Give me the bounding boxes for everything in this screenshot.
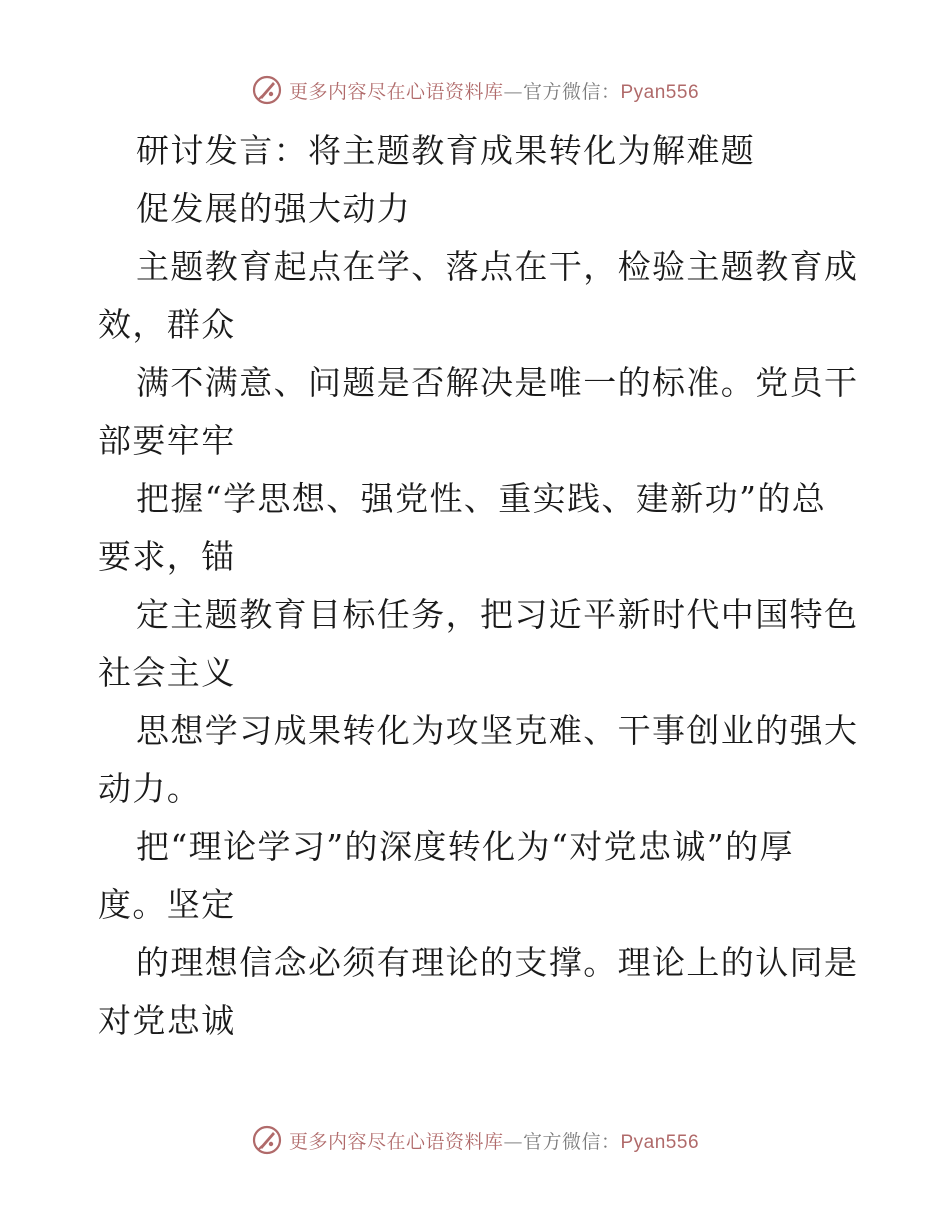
footer-wechat-label: 官方微信：	[522, 1130, 621, 1153]
doc-line-16: 对党忠诚	[98, 1001, 236, 1040]
quill-logo-icon	[251, 74, 283, 106]
footer-handle: Pyan556	[620, 1131, 700, 1153]
doc-line-5: 满不满意、问题是否解决是唯一的标准。党员干	[136, 363, 859, 402]
footer-separator: —	[503, 1130, 523, 1153]
doc-line-13: 把“理论学习”的深度转化为“对党忠诚”的厚	[136, 827, 794, 866]
doc-line-14: 度。坚定	[98, 885, 236, 924]
doc-line-2: 促发展的强大动力	[136, 189, 412, 228]
document-body	[98, 122, 858, 1050]
doc-line-15: 的理想信念必须有理论的支撑。理论上的认同是	[136, 943, 859, 982]
doc-line-11: 思想学习成果转化为攻坚克难、干事创业的强大	[136, 711, 859, 750]
footer-brand-text	[289, 1127, 699, 1154]
doc-line-9: 定主题教育目标任务，把习近平新时代中国特色	[136, 595, 859, 634]
header-separator: —	[503, 80, 523, 103]
quill-logo-icon	[251, 1124, 283, 1156]
doc-line-3: 主题教育起点在学、落点在干，检验主题教育成	[136, 247, 859, 286]
footer-watermark	[0, 1120, 950, 1160]
header-watermark	[0, 70, 950, 110]
doc-line-8: 要求，锚	[98, 537, 236, 576]
header-brand-text	[289, 77, 699, 104]
doc-line-6: 部要牢牢	[98, 421, 236, 460]
doc-line-12: 动力。	[98, 769, 202, 808]
header-handle: Pyan556	[620, 81, 700, 103]
doc-line-10: 社会主义	[98, 653, 236, 692]
doc-line-4: 效，群众	[98, 305, 236, 344]
doc-line-7: 把握“学思想、强党性、重实践、建新功”的总	[136, 479, 827, 518]
header-wechat-label: 官方微信：	[522, 80, 621, 103]
header-brand-name: 更多内容尽在心语资料库	[288, 80, 504, 103]
footer-brand-name: 更多内容尽在心语资料库	[288, 1130, 504, 1153]
doc-line-1: 研讨发言：将主题教育成果转化为解难题	[136, 131, 756, 170]
